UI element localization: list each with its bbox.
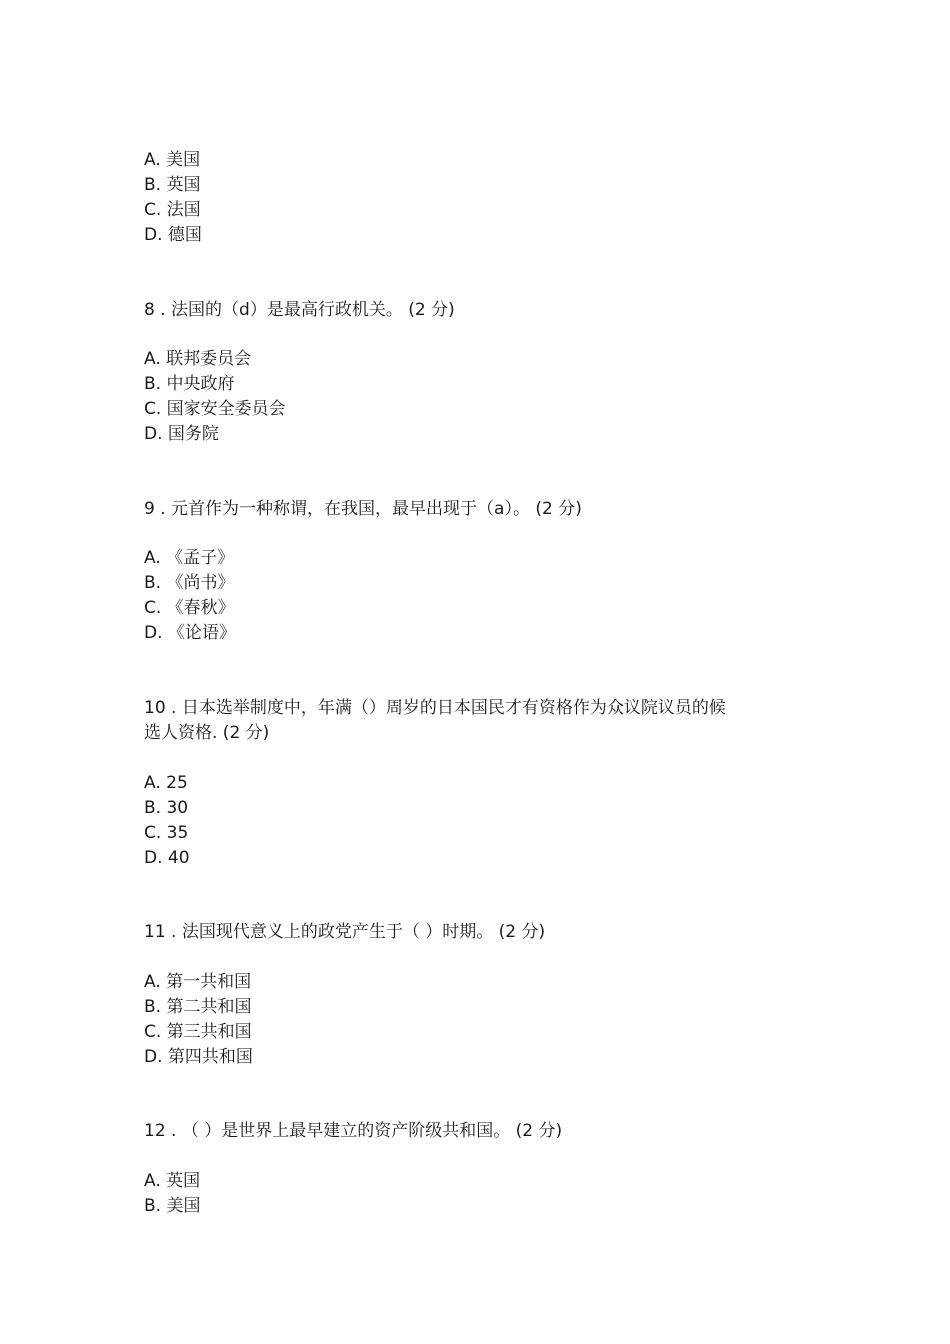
question-10-title-line1: 10 . 日本选举制度中，年满（）周岁的日本国民才有资格作为众议院议员的候 bbox=[144, 698, 726, 718]
q11-option-b: B. 第二共和国 bbox=[144, 997, 252, 1017]
question-11-title: 11 . 法国现代意义上的政党产生于（ ）时期。 (2 分) bbox=[144, 922, 546, 942]
option-c: C. 法国 bbox=[144, 200, 201, 220]
q8-option-d: D. 国务院 bbox=[144, 424, 219, 444]
question-9-title: 9 . 元首作为一种称谓，在我国，最早出现于（a）。 (2 分) bbox=[144, 499, 582, 519]
question-12-title: 12 . （ ）是世界上最早建立的资产阶级共和国。 (2 分) bbox=[144, 1121, 563, 1141]
q8-option-a: A. 联邦委员会 bbox=[144, 349, 252, 369]
option-b: B. 英国 bbox=[144, 175, 201, 195]
option-d: D. 德国 bbox=[144, 225, 202, 245]
q10-option-d: D. 40 bbox=[144, 848, 190, 868]
q8-option-b: B. 中央政府 bbox=[144, 374, 235, 394]
q9-option-c: C. 《春秋》 bbox=[144, 598, 235, 618]
q12-option-a: A. 英国 bbox=[144, 1171, 201, 1191]
q9-option-d: D. 《论语》 bbox=[144, 623, 236, 643]
question-10-title-line2: 选人资格. (2 分) bbox=[144, 723, 270, 743]
q10-option-b: B. 30 bbox=[144, 798, 189, 818]
q10-option-a: A. 25 bbox=[144, 773, 188, 793]
q11-option-a: A. 第一共和国 bbox=[144, 972, 252, 992]
q8-option-c: C. 国家安全委员会 bbox=[144, 399, 286, 419]
q9-option-a: A. 《孟子》 bbox=[144, 548, 235, 568]
q11-option-d: D. 第四共和国 bbox=[144, 1047, 253, 1067]
q12-option-b: B. 美国 bbox=[144, 1196, 201, 1216]
q10-option-c: C. 35 bbox=[144, 823, 189, 843]
q9-option-b: B. 《尚书》 bbox=[144, 573, 235, 593]
question-8-title: 8 . 法国的（d）是最高行政机关。 (2 分) bbox=[144, 300, 455, 320]
option-a: A. 美国 bbox=[144, 150, 201, 170]
q11-option-c: C. 第三共和国 bbox=[144, 1022, 252, 1042]
